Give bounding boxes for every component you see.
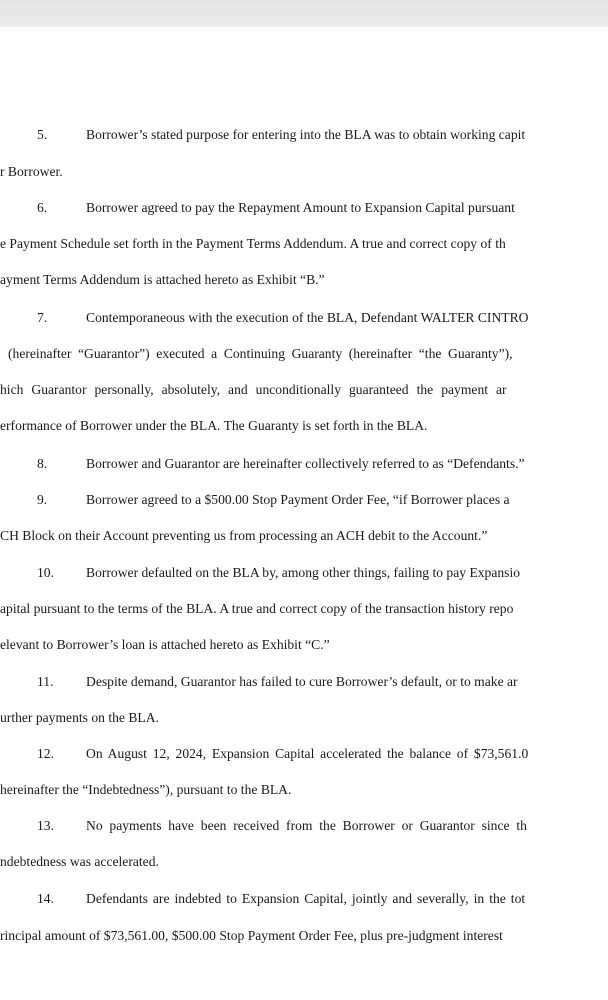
paragraph-number: 13. [37,818,54,833]
paragraph-text: elevant to Borrower’s loan is attached hereto as Exhibit “C.” [0,637,330,652]
paragraph-text: Defendants are indebted to Expansion Capital, jointly and severally, in the tot [86,891,526,906]
paragraph-number: 5. [37,127,48,142]
paragraph-text: rincipal amount of $73,561.00, $500.00 Stop Payment Order Fee, plus pre-judgment interest [0,928,503,943]
viewer-top-bar [0,0,608,28]
paragraph-text: Borrower’s stated purpose for entering into the BLA was to obtain working capit [86,127,526,142]
paragraph-text: Borrower agreed to pay the Repayment Amount to Expansion Capital pursuant [86,200,515,215]
paragraph-text: Borrower agreed to a $500.00 Stop Payment Order Fee, “if Borrower places a [86,492,510,507]
paragraph-text: Despite demand, Guarantor has failed to cure Borrower’s default, or to make ar [86,674,518,689]
paragraph-text: (hereinafter “Guarantor”) executed a Continuing Guaranty (hereinafter “the Guaranty”), [8,346,513,361]
paragraph-text: No payments have been received from the Borrower or Guarantor since th [86,818,527,833]
paragraph-text: Borrower and Guarantor are hereinafter collectively referred to as “Defendants.” [86,456,525,471]
paragraph-number: 10. [37,565,54,580]
paragraph-text: apital pursuant to the terms of the BLA. A true and correct copy of the transaction history repo [0,601,514,616]
paragraph-number: 9. [37,492,48,507]
paragraph-text: r Borrower. [0,164,63,179]
paragraph-number: 6. [37,200,48,215]
paragraph-text: CH Block on their Account preventing us from processing an ACH debit to the Account.” [0,528,488,543]
paragraph-number: 12. [37,746,54,761]
paragraph-number: 11. [37,674,54,689]
paragraph-7-line-2 [8,347,606,361]
document-page [0,27,608,1000]
paragraph-text: hereinafter the “Indebtedness”), pursuant to the BLA. [0,782,292,797]
paragraph-text: Contemporaneous with the execution of the BLA, Defendant WALTER CINTRO [86,310,529,325]
paragraph-text: On August 12, 2024, Expansion Capital accelerated the balance of $73,561.0 [86,746,529,761]
paragraph-number: 14. [37,891,54,906]
paragraph-text: urther payments on the BLA. [0,710,159,725]
paragraph-text: Borrower defaulted on the BLA by, among other things, failing to pay Expansio [86,565,521,580]
paragraph-text: ayment Terms Addendum is attached hereto as Exhibit “B.” [0,272,325,287]
paragraph-number: 8. [37,456,48,471]
paragraph-text: erformance of Borrower under the BLA. The Guaranty is set forth in the BLA. [0,418,428,433]
paragraph-text: ndebtedness was accelerated. [0,854,159,869]
paragraph-text: hich Guarantor personally, absolutely, and unconditionally guaranteed the payment ar [0,382,507,397]
paragraph-number: 7. [37,310,48,325]
paragraph-text: e Payment Schedule set forth in the Payment Terms Addendum. A true and correct copy of th [0,236,506,251]
